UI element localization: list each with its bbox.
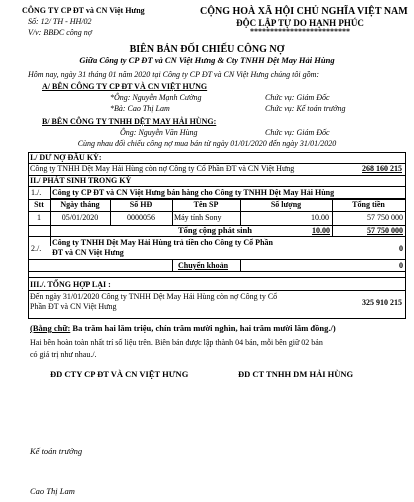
col-header-invoice: Số HĐ: [129, 200, 153, 209]
signature-left-role: Kế toán trưởng: [30, 446, 83, 456]
decorative-stars: *************************: [250, 27, 350, 36]
signature-right-title: ĐD CT TNHH DM HẢI HÙNG: [238, 369, 354, 379]
section-3-text-2: Phần ĐT và CN Việt Hưng: [30, 302, 117, 311]
amount-in-words-label: (Bằng chữ:: [30, 323, 71, 333]
party-b-intro: Cùng nhau đối chiếu công nợ mua bán từ ngày 01/01/2020 đến ngày 31/01/2020: [77, 139, 337, 148]
item-stt: 1: [37, 213, 41, 222]
party-a-role-2: Chức vụ: Kế toán trưởng: [265, 104, 346, 113]
page-subtitle: Giữa Công ty CP ĐT và CN Việt Hưng & Cty TNHH Dệt May Hải Hùng: [79, 55, 335, 65]
sum-quantity: 10.00: [312, 226, 330, 235]
party-a-role-1: Chức vụ: Giám Đốc: [265, 93, 330, 102]
date-line: Hôm nay, ngày 31 tháng 01 năm 2020 tại Công ty CP ĐT và CN Việt Hưng chúng tôi gồm:: [28, 70, 320, 79]
page-title: BIÊN BẢN ĐỐI CHIẾU CÔNG NỢ: [129, 44, 285, 55]
col-header-quantity: Số lượng: [270, 200, 302, 209]
nation-motto: ĐỘC LẬP TỰ DO HẠNH PHÚC: [236, 18, 364, 28]
party-a-heading: A/ BÊN CÔNG TY CP ĐT VÀ CN VIỆT HƯNG: [42, 82, 208, 91]
col-header-product: Tên SP: [193, 200, 219, 209]
section-2-row-2-text-1: Công ty TNHH Dệt May Hải Hùng trả tiền cho Công ty Cổ Phần: [52, 238, 273, 247]
section-2-row-1-text: Công ty CP ĐT và CN Việt Hưng bán hàng cho Công ty TNHH Dệt May Hải Hùng: [52, 188, 335, 197]
signature-left-name: Cao Thị Lam: [30, 486, 75, 496]
amount-in-words-text: Ba trăm hai lăm triệu, chín trăm mười nghìn, hai trăm mười lăm đồng./): [70, 323, 336, 333]
col-header-stt: Stt: [34, 200, 44, 209]
section-2-row-2-number: 2./.: [31, 244, 42, 253]
amount-in-words: [30, 324, 336, 334]
nation-title: CỘNG HOÀ XÃ HỘI CHỦ NGHĨA VIỆT NAM: [200, 6, 408, 17]
party-b-role-1: Chức vụ: Giám Đốc: [265, 128, 330, 137]
transfer-label: Chuyển khoản: [178, 261, 229, 270]
section-3-title: III./. TỔNG HỢP LẠI :: [30, 280, 111, 289]
section-1-text: Công ty TNHH Dệt May Hải Hùng còn nợ Công ty Cổ Phần ĐT và CN Việt Hưng: [30, 164, 295, 173]
item-invoice: 0000056: [127, 213, 155, 222]
col-header-date: Ngày tháng: [60, 200, 100, 209]
party-b-heading: B/ BÊN CÔNG TY TNHH DỆT MAY HẢI HÙNG:: [42, 117, 217, 126]
section-2-row-2-value: 0: [399, 244, 403, 253]
agreement-line-2: có giá trị như nhau./.: [30, 350, 97, 359]
closing-balance: 325 910 215: [362, 298, 402, 307]
opening-balance: 268 160 215: [362, 164, 402, 173]
document-number: Số: 12/ TH - HH/02: [28, 17, 92, 26]
section-2-row-2-text-2: ĐT và CN Việt Hưng: [52, 248, 124, 257]
agreement-line-1: Hai bên hoàn toàn nhất trí số liệu trên. Biên bản được lập thành 04 bản, mỗi bên giữ 02 bản: [30, 338, 323, 347]
item-product: Máy tính Sony: [174, 213, 222, 222]
document-subject: V/v: BBĐC công nợ: [28, 28, 93, 37]
section-2-title: II./ PHÁT SINH TRONG KỲ: [30, 176, 132, 185]
sum-total: 57 750 000: [367, 226, 403, 235]
party-a-person-2: *Bà: Cao Thị Lam: [110, 104, 170, 113]
party-a-person-1: *Ông: Nguyễn Mạnh Cường: [110, 93, 202, 102]
item-total: 57 750 000: [367, 213, 403, 222]
section-2-row-1-number: 1./.: [31, 188, 42, 197]
sum-label: Tổng cộng phát sinh: [178, 225, 252, 235]
col-header-total: Tổng tiền: [352, 200, 385, 209]
party-b-person-1: Ông: Nguyễn Văn Hùng: [120, 128, 198, 137]
section-1-title: I./ DƯ NỢ ĐẦU KỲ:: [30, 153, 102, 162]
item-date: 05/01/2020: [61, 213, 99, 222]
signature-left-title: ĐD CTY CP ĐT VÀ CN VIỆT HƯNG: [50, 369, 189, 379]
transfer-value: 0: [399, 261, 403, 270]
section-3-text-1: Đến ngày 31/01/2020 Công ty TNHH Dệt May Hải Hùng còn nợ Công ty Cổ: [30, 292, 278, 301]
item-quantity: 10.00: [311, 213, 329, 222]
company-name: CÔNG TY CP ĐT và CN Việt Hưng: [22, 6, 145, 15]
